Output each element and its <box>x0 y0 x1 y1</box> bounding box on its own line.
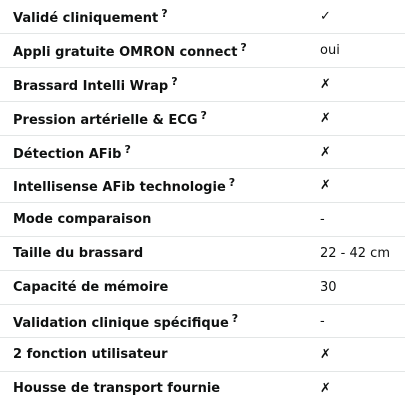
spec-row-intellisense-afib <box>0 169 405 203</box>
spec-row-comparison-mode <box>0 203 405 237</box>
spec-label-cell <box>0 34 318 68</box>
spec-value: 22 - 42 cm <box>320 245 390 261</box>
spec-label: Brassard Intelli Wrap <box>13 78 169 94</box>
spec-label-cell <box>0 338 318 372</box>
spec-value: ✗ <box>320 178 331 194</box>
spec-row-specific-clinical-validation <box>0 304 405 338</box>
spec-label-cell <box>0 203 318 237</box>
info-tooltip-icon[interactable]: ? <box>200 108 207 122</box>
spec-label-cell <box>0 135 318 169</box>
spec-value: 30 <box>320 279 337 295</box>
spec-row-intelli-wrap-cuff <box>0 68 405 102</box>
spec-label-cell <box>0 237 318 271</box>
spec-label: Capacité de mémoire <box>13 279 169 295</box>
info-tooltip-icon[interactable]: ? <box>124 142 131 156</box>
spec-row-carrying-case <box>0 372 405 406</box>
spec-value: ✓ <box>320 9 331 25</box>
spec-label: Housse de transport fournie <box>13 381 221 397</box>
spec-value: - <box>320 212 325 228</box>
spec-label-cell <box>0 68 318 102</box>
spec-label: Détection AFib <box>13 146 122 162</box>
spec-row-cuff-size <box>0 237 405 271</box>
spec-label: Validé cliniquement <box>13 11 159 27</box>
spec-label: Validation clinique spécifique <box>13 315 229 331</box>
spec-value: ✗ <box>320 110 331 126</box>
spec-label: Appli gratuite OMRON connect <box>13 45 238 61</box>
spec-label: 2 fonction utilisateur <box>13 347 168 363</box>
info-tooltip-icon[interactable]: ? <box>171 74 178 88</box>
info-tooltip-icon[interactable]: ? <box>228 176 236 190</box>
spec-label-cell <box>0 169 318 203</box>
spec-label-cell <box>0 304 318 338</box>
spec-value: ✗ <box>320 381 331 397</box>
spec-label: Mode comparaison <box>13 212 152 228</box>
spec-label-cell <box>0 372 318 406</box>
spec-label: Intellisense AFib technologie <box>13 180 226 196</box>
info-tooltip-icon[interactable]: ? <box>231 311 239 325</box>
info-tooltip-icon[interactable]: ? <box>161 7 168 21</box>
spec-row-omron-connect-app <box>0 34 405 68</box>
spec-label-cell <box>0 0 318 34</box>
spec-label-cell <box>0 101 318 135</box>
spec-label-cell <box>0 270 318 304</box>
spec-row-two-user-function <box>0 338 405 372</box>
spec-value: ✗ <box>320 144 331 160</box>
spec-value: oui <box>320 43 340 59</box>
info-tooltip-icon[interactable]: ? <box>240 41 247 55</box>
spec-row-afib-detection <box>0 135 405 169</box>
spec-label: Taille du brassard <box>13 245 144 261</box>
spec-value: - <box>320 313 325 329</box>
spec-value: ✗ <box>320 347 331 363</box>
spec-label: Pression artérielle & ECG <box>13 112 198 128</box>
spec-value: ✗ <box>320 76 331 92</box>
spec-row-memory-capacity <box>0 270 405 304</box>
spec-row-clinically-validated <box>0 0 405 34</box>
spec-row-blood-pressure-ecg <box>0 101 405 135</box>
